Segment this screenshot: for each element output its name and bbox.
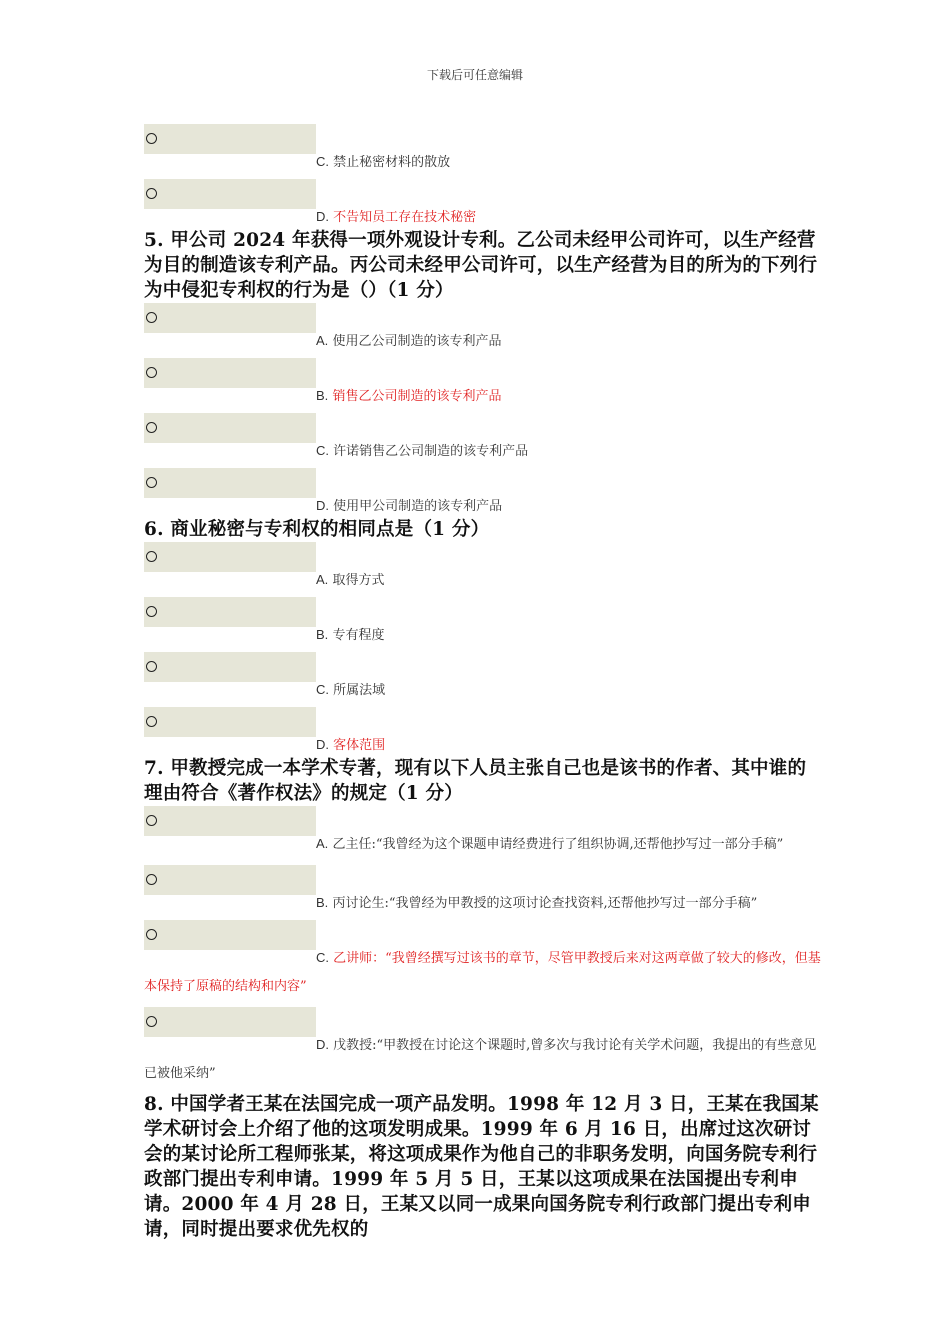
option-box[interactable] bbox=[144, 303, 316, 333]
question-6: 6. 商业秘密与专利权的相同点是（1 分） bbox=[144, 519, 490, 540]
option-d[interactable] bbox=[144, 1007, 824, 1088]
page-header: 下载后可任意编辑 bbox=[426, 68, 523, 82]
option-label: A. 使用乙公司制造的该专利产品 bbox=[316, 333, 502, 349]
option-box[interactable] bbox=[144, 920, 316, 950]
option-box[interactable] bbox=[144, 597, 316, 627]
radio-button[interactable] bbox=[146, 661, 157, 672]
option-label: D. 客体范围 bbox=[316, 737, 386, 753]
option-a[interactable] bbox=[144, 542, 824, 597]
option-label: A. 取得方式 bbox=[316, 572, 385, 588]
option-label: C. 所属法域 bbox=[316, 682, 386, 698]
option-box[interactable] bbox=[144, 806, 316, 836]
option-box[interactable] bbox=[144, 413, 316, 443]
option-a[interactable] bbox=[144, 806, 824, 859]
option-box[interactable] bbox=[144, 652, 316, 682]
radio-button[interactable] bbox=[146, 815, 157, 826]
radio-button[interactable] bbox=[146, 716, 157, 727]
option-box[interactable] bbox=[144, 1007, 316, 1037]
radio-button[interactable] bbox=[146, 929, 157, 940]
radio-button[interactable] bbox=[146, 133, 157, 144]
option-label: C. 禁止秘密材料的散放 bbox=[316, 154, 451, 170]
radio-button[interactable] bbox=[146, 874, 157, 885]
option-label: A. 乙主任:“我曾经为这个课题申请经费进行了组织协调,还帮他抄写过一部分手稿” bbox=[316, 836, 784, 852]
radio-button[interactable] bbox=[146, 606, 157, 617]
option-label: C. 许诺销售乙公司制造的该专利产品 bbox=[316, 443, 529, 459]
radio-button[interactable] bbox=[146, 422, 157, 433]
option-d[interactable] bbox=[144, 179, 824, 234]
option-label: B. 专有程度 bbox=[316, 627, 385, 643]
option-b[interactable] bbox=[144, 597, 824, 652]
option-label: B. 丙讨论生:“我曾经为甲教授的这项讨论查找资料,还帮他抄写过一部分手稿” bbox=[316, 895, 758, 911]
option-d[interactable] bbox=[144, 707, 824, 762]
option-b[interactable] bbox=[144, 865, 824, 920]
option-box[interactable] bbox=[144, 179, 316, 209]
option-c[interactable] bbox=[144, 124, 824, 179]
quiz-content bbox=[144, 124, 824, 1242]
option-box[interactable] bbox=[144, 358, 316, 388]
radio-button[interactable] bbox=[146, 367, 157, 378]
option-box[interactable] bbox=[144, 707, 316, 737]
radio-button[interactable] bbox=[146, 1016, 157, 1027]
radio-button[interactable] bbox=[146, 312, 157, 323]
radio-button[interactable] bbox=[146, 188, 157, 199]
option-label: B. 销售乙公司制造的该专利产品 bbox=[316, 388, 502, 404]
option-c[interactable] bbox=[144, 413, 824, 468]
option-box[interactable] bbox=[144, 468, 316, 498]
option-label: D. 戊教授:“甲教授在讨论这个课题时,曾多次与我讨论有关学术问题，我提出的有些意见已被他采纳” bbox=[144, 1037, 817, 1081]
option-a[interactable] bbox=[144, 303, 824, 358]
option-d[interactable] bbox=[144, 468, 824, 523]
option-label: D. 使用甲公司制造的该专利产品 bbox=[316, 498, 503, 514]
question-7: 7. 甲教授完成一本学术专著，现有以下人员主张自己也是该书的作者、其中谁的理由符合《著作权法》的规定（1 分） bbox=[144, 758, 807, 804]
option-b[interactable] bbox=[144, 358, 824, 413]
option-label: D. 不告知员工存在技术秘密 bbox=[316, 209, 477, 225]
option-c[interactable] bbox=[144, 920, 824, 1001]
radio-button[interactable] bbox=[146, 551, 157, 562]
option-box[interactable] bbox=[144, 542, 316, 572]
question-8: 8. 中国学者王某在法国完成一项产品发明。1998 年 12 月 3 日，王某在我国某学术研讨会上介绍了他的这项发明成果。1999 年 6 月 16 日，出席过这次研讨会的某讨论所工程师张某，将这项成果作为他自己的非职务发明，向国务院专利行政部门提出专利申请。1999 年 5 月 5 日，王某以这项成果在法国提出专利申请。2000 年 4 月 28 日，王某又以同一成果向国务院专利行政部门提出专利申请，同时提出要求优先权的 bbox=[144, 1094, 819, 1240]
question-5: 5. 甲公司 2024 年获得一项外观设计专利。乙公司未经甲公司许可，以生产经营为目的制造该专利产品。丙公司未经甲公司许可，以生产经营为目的所为的下列行为中侵犯专利权的行为是（）（1 分） bbox=[144, 230, 818, 301]
option-box[interactable] bbox=[144, 865, 316, 895]
option-box[interactable] bbox=[144, 124, 316, 154]
option-label: C. 乙讲师：“我曾经撰写过该书的章节，尽管甲教授后来对这两章做了较大的修改，但基本保持了原稿的结构和内容” bbox=[144, 950, 821, 994]
option-c[interactable] bbox=[144, 652, 824, 707]
radio-button[interactable] bbox=[146, 477, 157, 488]
